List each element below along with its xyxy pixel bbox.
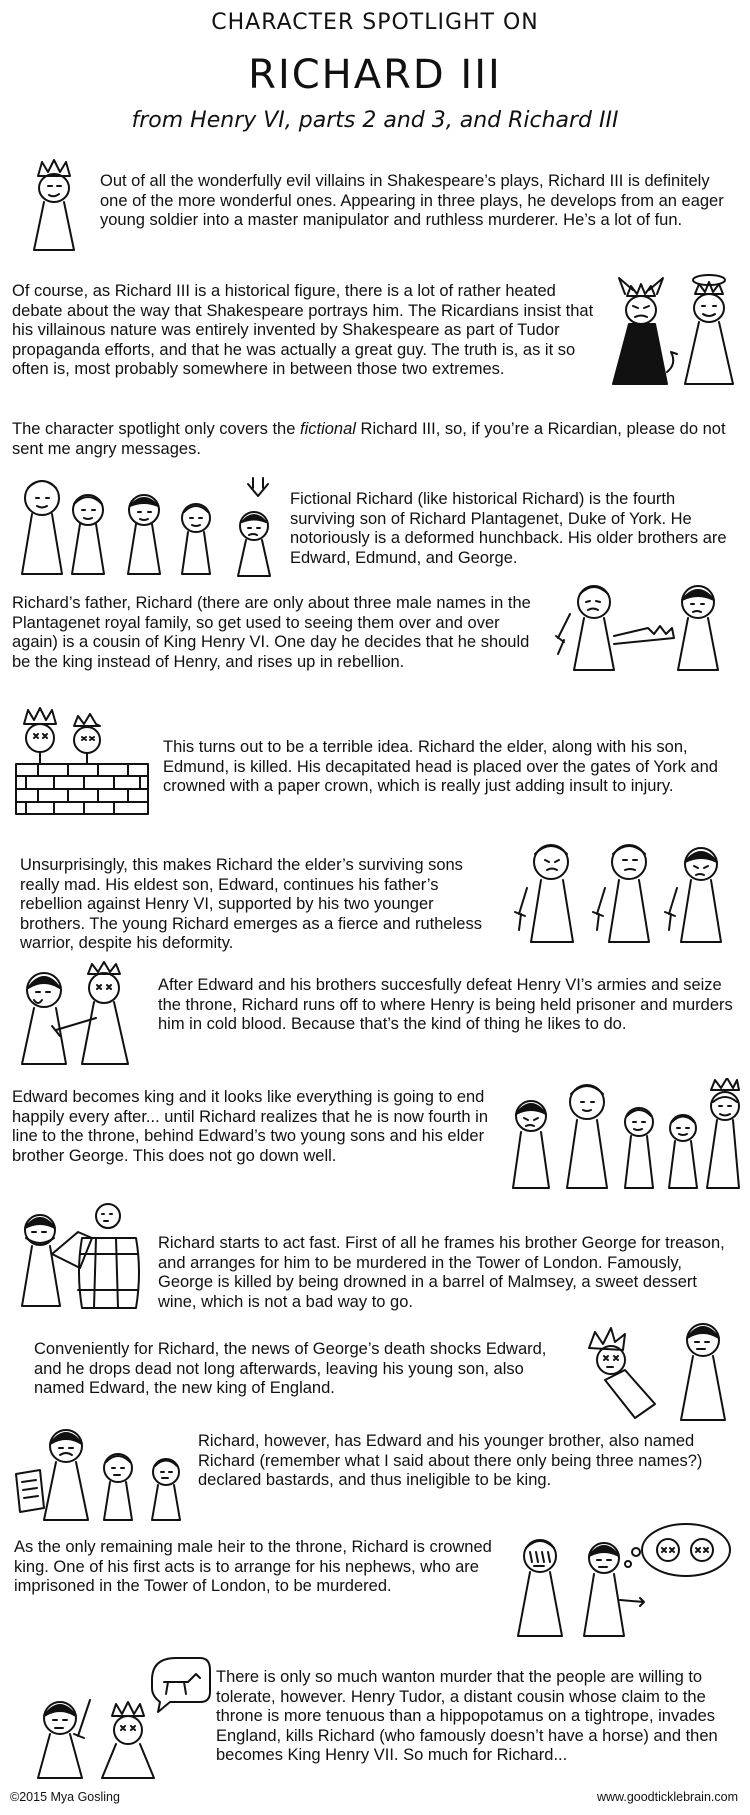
page-title: RICHARD III bbox=[248, 52, 502, 98]
website-text: www.goodticklebrain.com bbox=[596, 1790, 738, 1804]
copyright-text: ©2015 Mya Gosling bbox=[10, 1790, 120, 1804]
three-brothers-swords-icon bbox=[505, 838, 740, 948]
sword-and-crown-icon bbox=[548, 576, 738, 676]
malmsey-barrel-icon bbox=[12, 1198, 142, 1312]
heads-on-wall-icon bbox=[12, 702, 152, 818]
paragraph-murders-henry: After Edward and his brothers succesfully defeat Henry VI’s armies and seize the throne, Richard runs off to where Henry is being held prisoner and murders him in cold blood. Because that’s the kind of thing he likes to do. bbox=[158, 976, 733, 1034]
devil-and-angel-icon bbox=[605, 272, 745, 392]
stabbing-henry-icon bbox=[12, 960, 142, 1070]
paragraph-father: Richard’s father, Richard (there are only about three male names in the Plantagenet royal family, so get used to seeing them over and over again) is a cousin of King Henry VI. One day he decides that he should be the king instead of Henry, and rises up in rebellion. bbox=[12, 594, 531, 671]
paragraph-ricardian-note bbox=[12, 420, 732, 459]
richard-crowned-icon bbox=[22, 158, 92, 254]
bastards-decree-icon bbox=[10, 1420, 200, 1524]
paragraph-surviving-sons: Unsurprisingly, this makes Richard the elder’s surviving sons really mad. His eldest son, Edward, continues his father’s rebellion against Henry VI, supported by his two younger brothers. The young Richard emerges as a fierce and rutheless warrior, despite his deformity. bbox=[20, 856, 482, 953]
paragraph-intro: Out of all the wonderfully evil villains in Shakespeare’s plays, Richard III is definitely one of the more wonderful ones. Appearing in three plays, he develops from an eager young soldier into a master manipulator and ruthless murderer. He’s a lot of fun. bbox=[100, 172, 724, 230]
horse-battle-icon bbox=[12, 1652, 212, 1782]
paragraph-fourth-son: Fictional Richard (like historical Richard) is the fourth surviving son of Richard Plantagenet, Duke of York. He notoriously is a deformed hunchback. His older brothers are Edward, Edmund, and George. bbox=[290, 490, 727, 567]
note-emphasis: fictional bbox=[299, 420, 356, 438]
paragraph-george-barrel: Richard starts to act fast. First of all he frames his brother George for treason, and arranges for him to be murdered in the Tower of London. Famously, George is killed by being drowned in a barrel of Malmsey, a sweet dessert wine, which is not a bad way to go. bbox=[158, 1234, 725, 1311]
page-kicker: CHARACTER SPOTLIGHT ON bbox=[211, 10, 539, 35]
tower-princes-icon bbox=[508, 1522, 734, 1640]
paragraph-historical: Of course, as Richard III is a historical figure, there is a lot of rather heated debate about the way that Shakespeare portrays him. The Ricardians insist that his villainous nature was entirely invented by Shakespeare as part of Tudor propaganda efforts, and that he was actually a great guy. The truth is, as it so often is, most probably somewhere in between those two extremes. bbox=[12, 282, 594, 379]
note-before: The character spotlight only covers the bbox=[12, 420, 300, 438]
page-subtitle: from Henry VI, parts 2 and 3, and Richard III bbox=[131, 108, 619, 133]
note-after: Richard III, so, if you’re a Ricardian, please do not sent me angry messages. bbox=[12, 420, 726, 458]
paragraph-edward-king: Edward becomes king and it looks like everything is going to end happily every after... until Richard realizes that he is now fourth in line to the throne, behind Edward’s two young sons and his elder brother George. This does not go down well. bbox=[12, 1088, 488, 1165]
paragraph-edward-dies: Conveniently for Richard, the news of George’s death shocks Edward, and he drops dead not long afterwards, leaving his young son, also named Edward, the new king of England. bbox=[34, 1340, 547, 1398]
paragraph-terrible-idea: This turns out to be a terrible idea. Richard the elder, along with his son, Edmund, is killed. His decapitated head is placed over the gates of York and crowned with a paper crown, which is really just adding insult to injury. bbox=[163, 738, 718, 796]
edward-dies-icon bbox=[585, 1314, 735, 1424]
family-line-icon bbox=[505, 1078, 740, 1192]
paragraph-bastards: Richard, however, has Edward and his younger brother, also named Richard (remember what I said about there only being three names?) declared bastards, and thus ineligible to be king. bbox=[198, 1432, 703, 1490]
york-brothers-icon bbox=[12, 474, 280, 578]
paragraph-crowned-king: As the only remaining male heir to the throne, Richard is crowned king. One of his first acts is to arrange for his nephews, who are imprisoned in the Tower of London, to be murdered. bbox=[14, 1538, 492, 1596]
paragraph-henry-tudor: There is only so much wanton murder that the people are willing to tolerate, however. Henry Tudor, a distant cousin whose claim to the throne is more tenuous than a hippopotamus on a tightrope, invades England, kills Richard (who famously doesn’t have a horse) and then becomes King Henry VII. So much for Richard... bbox=[216, 1668, 718, 1765]
